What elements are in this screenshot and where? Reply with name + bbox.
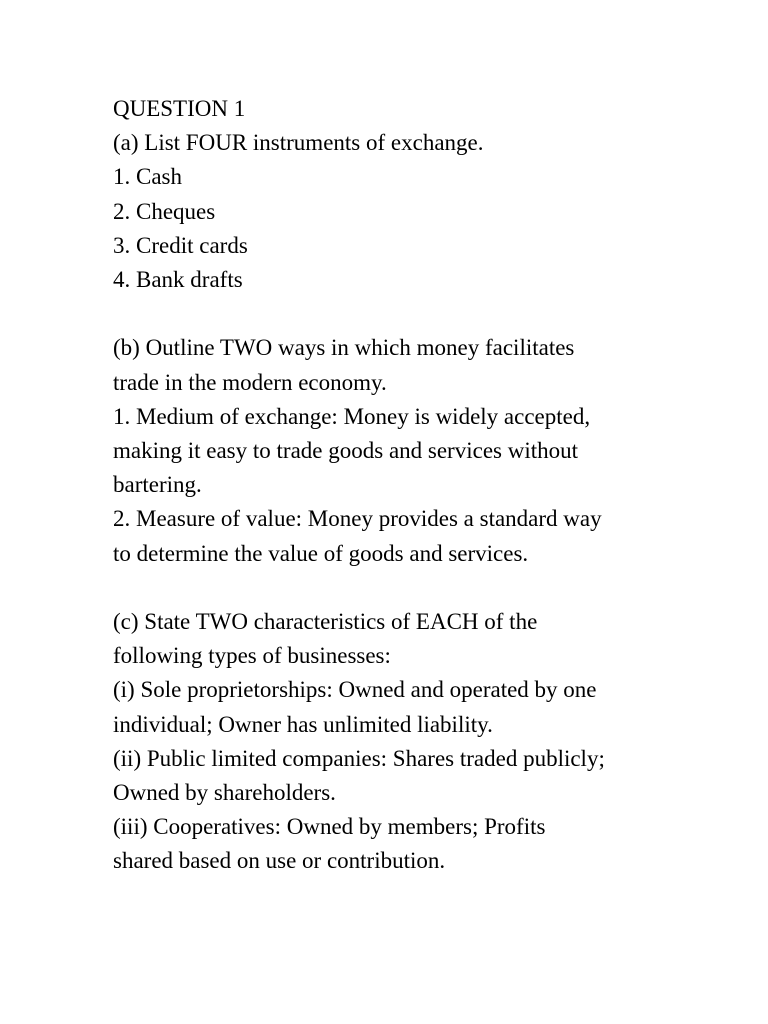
part-b-answer-line: to determine the value of goods and services. [113,540,529,566]
part-c-question-line: following types of businesses: [113,643,391,669]
question-title: QUESTION 1 [113,96,246,121]
part-b-answer-line: 1. Medium of exchange: Money is widely accepted, [113,403,591,429]
part-b-question-line: trade in the modern economy. [113,369,387,395]
part-c-answer-line: (ii) Public limited companies: Shares traded publicly; [113,745,605,771]
part-a-item: 2. Cheques [113,198,216,224]
part-c-answer-line: Owned by shareholders. [113,780,336,806]
part-c-answer-line: (iii) Cooperatives: Owned by members; Profits [113,814,546,840]
paragraph-spacer [113,297,673,331]
part-c-answer-line: (i) Sole proprietorships: Owned and operated by one [113,677,597,703]
part-b-answer-line: 2. Measure of value: Money provides a standard way [113,506,602,532]
part-b-answer-line: making it easy to trade goods and services without [113,438,579,464]
part-c-question-line: (c) State TWO characteristics of EACH of the [113,609,538,635]
part-a-item: 3. Credit cards [113,232,248,258]
part-b-question-line: (b) Outline TWO ways in which money facilitates [113,335,575,361]
part-b-answer-line: bartering. [113,472,202,498]
part-c-answer-line: individual; Owner has unlimited liability. [113,711,493,737]
paragraph-spacer [113,571,673,605]
part-c-answer-line: shared based on use or contribution. [113,848,446,874]
part-a-item: 4. Bank drafts [113,267,243,293]
part-a-item: 1. Cash [113,164,182,190]
part-a-question: (a) List FOUR instruments of exchange. [113,130,484,156]
document-page [113,92,673,879]
